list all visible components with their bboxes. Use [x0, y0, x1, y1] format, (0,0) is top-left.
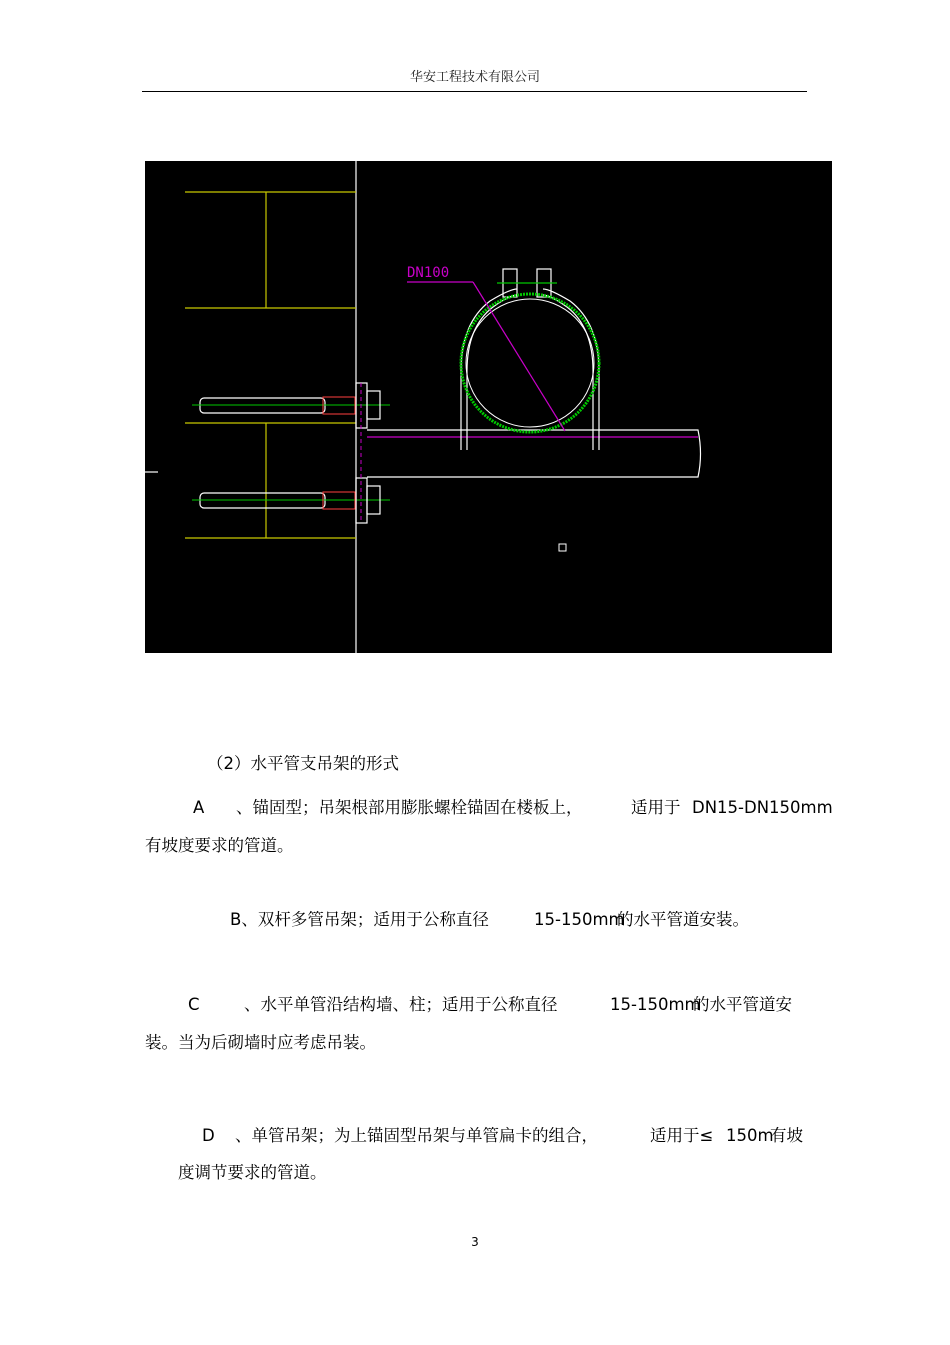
lower-structure [185, 423, 356, 538]
item-c-marker: C [188, 995, 200, 1014]
item-c-line1c: 的水平管道安 [693, 995, 792, 1014]
pipe-clamp-drawing [145, 161, 832, 653]
item-a-line2: 有坡度要求的管道。 [145, 836, 294, 855]
item-b-line1b: 15-150mm [534, 910, 625, 929]
item-d-line1c: 150m [726, 1126, 774, 1145]
item-a-marker: A [193, 798, 205, 817]
item-d-line1b: 适用于≤ [650, 1126, 714, 1145]
pipe-outer [461, 294, 599, 432]
item-b-line1: B、双杆多管吊架；适用于公称直径 [230, 910, 489, 929]
item-a-line1b: 适用于 [631, 798, 681, 817]
item-c-line1: 、水平单管沿结构墙、柱；适用于公称直径 [244, 995, 558, 1014]
item-a-line1: 、锚固型；吊架根部用膨胀螺栓锚固在楼板上， [236, 798, 583, 817]
item-d-line2: 度调节要求的管道。 [178, 1163, 327, 1182]
page-header: 华安工程技术有限公司 [409, 70, 540, 85]
cad-drawing [145, 161, 832, 653]
item-d-line1d: 有坡 [770, 1126, 803, 1145]
item-c-line1b: 15-150mm [610, 995, 701, 1014]
upper-structure [185, 192, 356, 308]
item-c-line2: 装。当为后砌墙时应考虑吊装。 [145, 1033, 376, 1052]
dn100-label: DN100 [407, 265, 450, 281]
anchor-bolt-upper [192, 383, 390, 428]
item-d-marker: D [202, 1126, 215, 1145]
marker-square [559, 544, 566, 551]
item-a-line1c: DN15-DN150mm [692, 798, 833, 817]
section-title: （2）水平管支吊架的形式 [207, 754, 399, 773]
header-rule [142, 91, 807, 92]
item-b-line1c: 的水平管道安装。 [617, 910, 749, 929]
anchor-bolt-lower [192, 478, 390, 523]
page-number: 3 [471, 1235, 479, 1249]
pipe-inner [466, 299, 594, 427]
support-arm [367, 430, 701, 477]
item-d-line1: 、单管吊架；为上锚固型吊架与单管扁卡的组合， [235, 1126, 598, 1145]
